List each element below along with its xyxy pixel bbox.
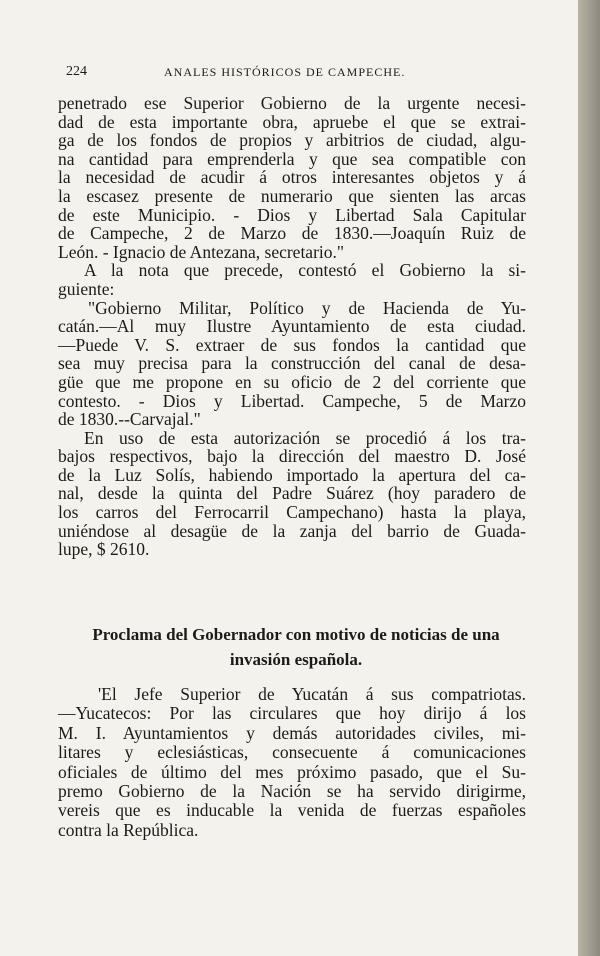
text-line: litares y eclesiásticas, consecuente á comunicaciones bbox=[58, 742, 526, 763]
text-line: bajos respectivos, bajo la dirección del maestro D. José bbox=[58, 446, 526, 467]
section-title-line-1: Proclama del Gobernador con motivo de noticias de una bbox=[92, 625, 500, 644]
text-line: 'El Jefe Superior de Yucatán á sus compatriotas. bbox=[98, 684, 526, 704]
text-line: de Campeche, 2 de Marzo de 1830.—Joaquín Ruiz de bbox=[58, 223, 526, 244]
page-number: 224 bbox=[66, 64, 87, 79]
text-line: de 1830.--Carvajal." bbox=[58, 409, 201, 430]
section-title bbox=[66, 622, 526, 672]
text-line: En uso de esta autorización se procedió á los tra- bbox=[84, 427, 526, 448]
text-line: catán.—Al muy Ilustre Ayuntamiento de esta ciudad. bbox=[58, 316, 526, 337]
text-line: de la Luz Solís, habiendo importado la apertura del ca- bbox=[58, 464, 526, 485]
text-line: León. - Ignacio de Antezana, secretario." bbox=[58, 241, 345, 262]
text-line: la escasez presente de numerario que sienten las arcas bbox=[58, 185, 526, 206]
proclamation-text bbox=[58, 685, 526, 840]
text-line: dad de esta importante obra, apruebe el que se extrai- bbox=[58, 111, 526, 132]
page-edge bbox=[578, 0, 600, 956]
text-line: oficiales de último del mes próximo pasado, que el Su- bbox=[58, 761, 526, 782]
text-line: nal, desde la quinta del Padre Suárez (hoy paradero de bbox=[58, 483, 526, 504]
text-line: lupe, $ 2610. bbox=[58, 539, 150, 560]
section-title-line-2: invasión española. bbox=[229, 650, 363, 669]
text-line: —Puede V. S. extraer de sus fondos la cantidad que bbox=[58, 334, 526, 355]
text-line: contra la República. bbox=[58, 819, 199, 840]
text-line: ga de los fondos de propios y arbitrios de ciudad, algu- bbox=[58, 130, 526, 151]
text-line: uniéndose al desagüe de la zanja del barrio de Guada- bbox=[58, 520, 526, 541]
text-line: contesto. - Dios y Libertad. Campeche, 5 de Marzo bbox=[58, 390, 526, 411]
quoted-reply bbox=[58, 299, 526, 429]
text-line: na cantidad para emprenderla y que sea compatible con bbox=[58, 148, 526, 169]
text-line: güe que me propone en su oficio de 2 del corriente que bbox=[58, 371, 526, 392]
text-line: M. I. Ayuntamientos y demás autoridades civiles, mi- bbox=[58, 722, 526, 743]
text-line: "Gobierno Militar, Político y de Hacienda de Yu- bbox=[88, 297, 526, 318]
text-line: —Yucatecos: Por las circulares que hoy dirijo á los bbox=[58, 703, 526, 724]
text-line: A la nota que precede, contestó el Gobierno la si- bbox=[84, 260, 526, 281]
text-line: vereis que es inducable la venida de fuerzas españoles bbox=[58, 800, 526, 821]
page-header bbox=[66, 64, 526, 84]
text-line: guiente: bbox=[58, 278, 115, 299]
paragraph-2 bbox=[58, 261, 526, 298]
paragraph-1 bbox=[58, 94, 526, 261]
text-line: la necesidad de acudir á otros interesantes objetos y á bbox=[58, 167, 526, 188]
text-line: premo Gobierno de la Nación se ha servido dirigirme, bbox=[58, 781, 526, 802]
text-line: penetrado ese Superior Gobierno de la urgente necesi- bbox=[58, 93, 526, 113]
text-line: de este Municipio. - Dios y Libertad Sala Capitular bbox=[58, 204, 526, 225]
paragraph-4 bbox=[58, 429, 526, 559]
text-line: los carros del Ferrocarril Campechano) hasta la playa, bbox=[58, 502, 526, 523]
running-head: ANALES HISTÓRICOS DE CAMPECHE. bbox=[164, 65, 406, 79]
body-text bbox=[58, 94, 526, 559]
text-line: sea muy precisa para la construcción del canal de desa- bbox=[58, 353, 526, 374]
